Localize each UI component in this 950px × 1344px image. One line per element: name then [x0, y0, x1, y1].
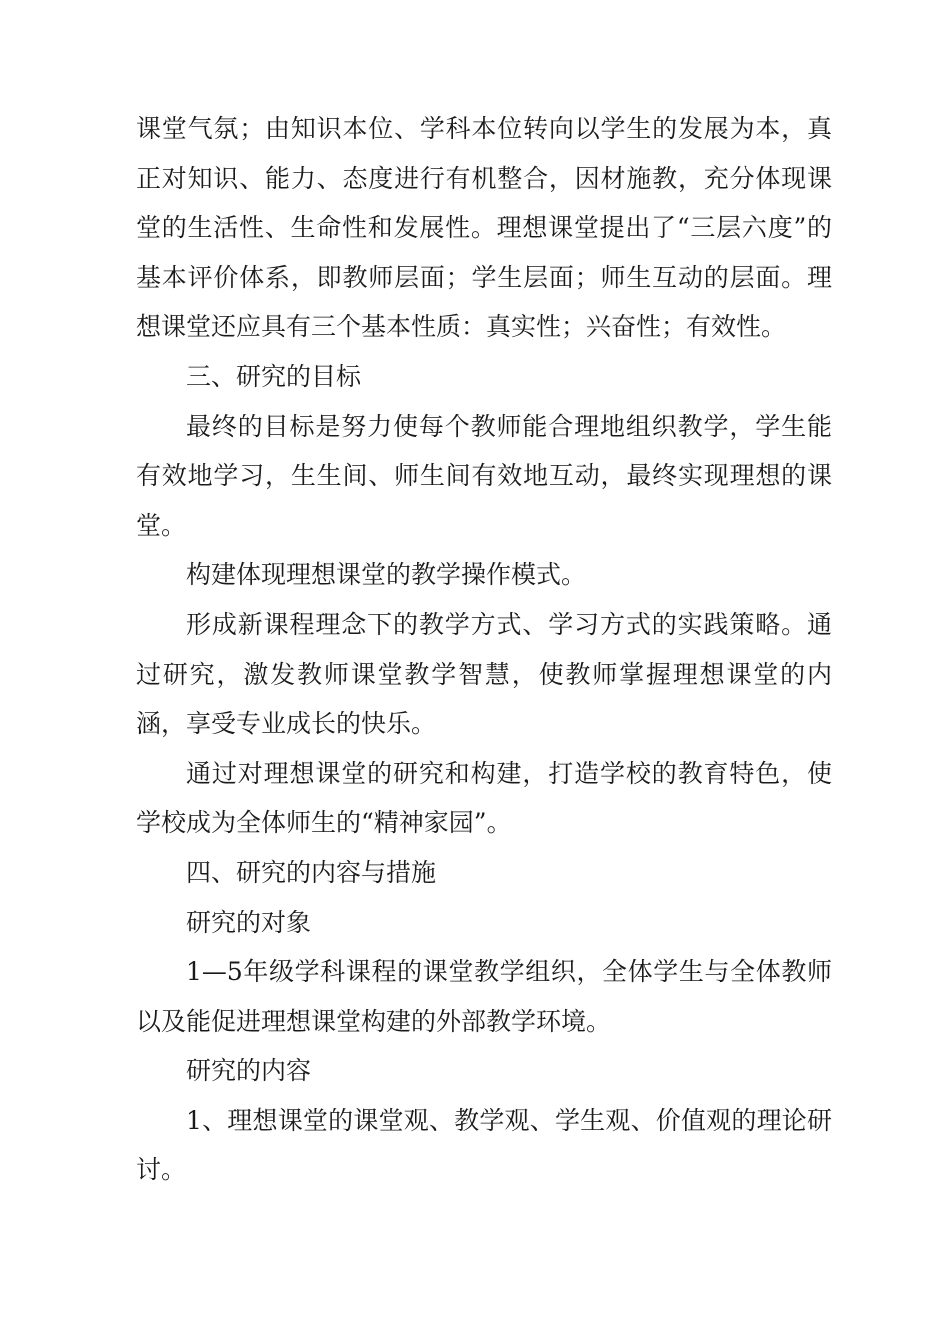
document-body — [136, 104, 832, 1195]
subheading-research-content: 研究的内容 — [186, 1056, 312, 1086]
heading-research-content-measures: 四、研究的内容与措施 — [186, 857, 437, 887]
paragraph-school-feature: 通过对理想课堂的研究和构建，打造学校的教育特色，使学校成为全体师生的“精神家园”。 — [136, 758, 832, 838]
paragraph-final-goal: 最终的目标是努力使每个教师能合理地组织教学，学生能有效地学习，生生间、师生间有效地互动，最终实现理想的课堂。 — [136, 411, 832, 540]
paragraph-practice-strategy: 形成新课程理念下的教学方式、学习方式的实践策略。通过研究，激发教师课堂教学智慧，使教师掌握理想课堂的内涵，享受专业成长的快乐。 — [136, 609, 832, 739]
paragraph-research-object: 1—5年级学科课程的课堂教学组织，全体学生与全体教师以及能促进理想课堂构建的外部教学环境。 — [136, 957, 832, 1036]
subheading-research-object: 研究的对象 — [186, 907, 312, 937]
paragraph-theory-study: 1、理想课堂的课堂观、教学观、学生观、价值观的理论研讨。 — [136, 1105, 832, 1185]
heading-research-goals: 三、研究的目标 — [186, 361, 362, 391]
paragraph-teaching-model: 构建体现理想课堂的教学操作模式。 — [186, 560, 587, 590]
paragraph-classroom-atmosphere: 课堂气氛；由知识本位、学科本位转向以学生的发展为本，真正对知识、能力、态度进行有机整合，因材施教，充分体现课堂的生活性、生命性和发展性。理想课堂提出了“三层六度”的基本评价体系，即教师层面；学生层面；师生互动的层面。理想课堂还应具有三个基本性质：真实性；兴奋性；有效性。 — [136, 114, 832, 342]
